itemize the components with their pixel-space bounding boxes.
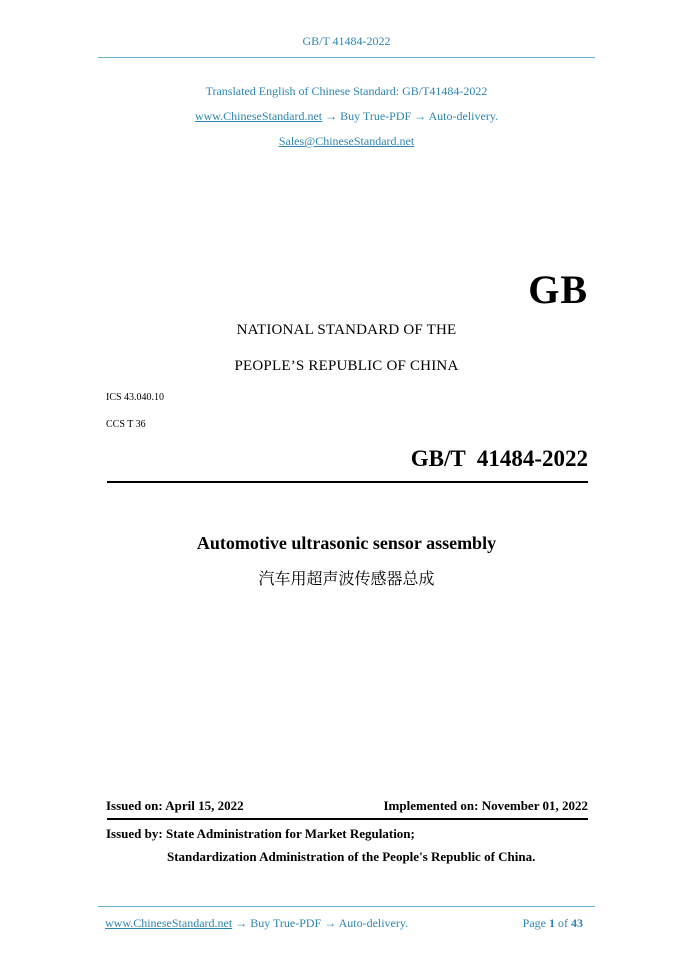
issue-divider — [107, 818, 588, 820]
gb-mark: GB — [528, 267, 588, 312]
standard-code: GB/T 41484-2022 — [410, 446, 588, 471]
header-divider — [98, 57, 595, 58]
footer-promo-text: → Buy True-PDF → Auto-delivery. — [232, 916, 409, 930]
footer-promo — [105, 916, 408, 931]
promo-translation-text: Translated English of Chinese Standard: GB/T41484-2022 — [205, 84, 488, 98]
issued-by-line-2: Standardization Administration of the People's Republic of China. — [167, 849, 536, 864]
title-chinese: 汽车用超声波传感器总成 — [258, 569, 435, 588]
national-standard-line-1: NATIONAL STANDARD OF THE — [236, 322, 457, 338]
page-of-label: of — [558, 916, 568, 930]
footer-site-link[interactable]: www.ChineseStandard.net — [105, 916, 233, 930]
promo-line-email — [0, 134, 693, 149]
code-divider — [107, 481, 588, 483]
title-english: Automotive ultrasonic sensor assembly — [196, 533, 497, 553]
email-link[interactable]: Sales@ChineseStandard.net — [278, 134, 415, 148]
page-total: 43 — [571, 916, 583, 930]
issued-by-line-1: Issued by: State Administration for Market Regulation; — [106, 826, 415, 841]
promo-line-translation — [0, 84, 693, 99]
ics-code: ICS 43.040.10 — [106, 392, 165, 403]
implemented-on-date: Implemented on: November 01, 2022 — [383, 798, 588, 813]
site-link[interactable]: www.ChineseStandard.net — [194, 109, 323, 123]
running-header: GB/T 41484-2022 — [302, 34, 391, 48]
page-current: 1 — [549, 916, 555, 930]
ccs-code: CCS T 36 — [106, 419, 146, 430]
national-standard-line-2: PEOPLE’S REPUBLIC OF CHINA — [234, 358, 459, 374]
footer-divider — [98, 906, 595, 907]
page-label: Page — [522, 916, 546, 930]
promo-line-buy — [0, 109, 693, 124]
promo-buy-text: → Buy True-PDF → Auto-delivery. — [322, 109, 499, 123]
issued-on-date: Issued on: April 15, 2022 — [106, 798, 244, 813]
page-indicator — [523, 916, 583, 931]
